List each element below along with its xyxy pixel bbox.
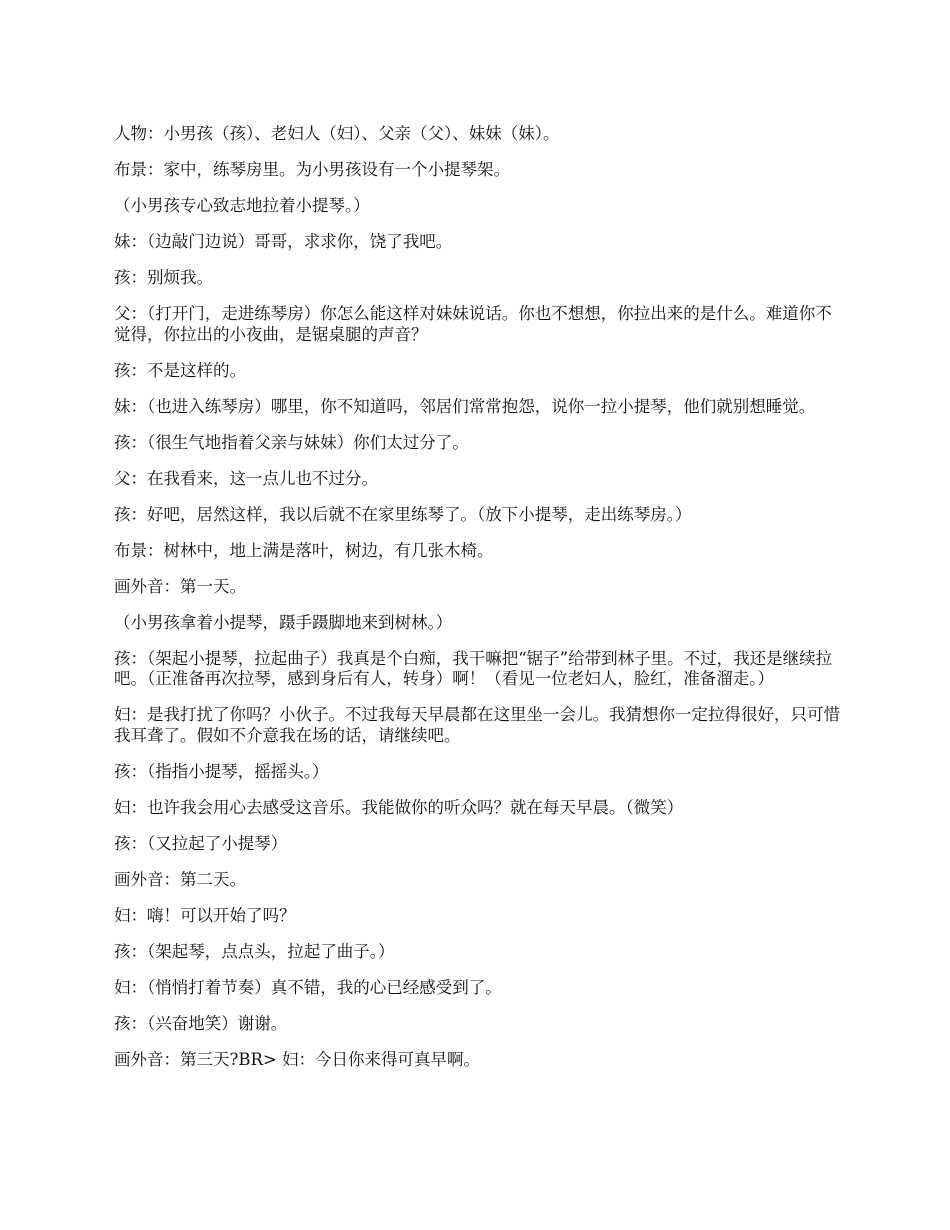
- paragraph-dialogue: 孩：（兴奋地笑）谢谢。: [114, 1013, 288, 1033]
- paragraph-dialogue: 妇：嗨！可以开始了吗？: [114, 905, 296, 925]
- paragraph-dialogue: 孩：（架起琴，点点头，拉起了曲子。）: [114, 941, 395, 961]
- document-page: [114, 124, 844, 1086]
- paragraph-dialogue: 妇：也许我会用心去感受这音乐。我能做你的听众吗？就在每天早晨。（微笑）: [114, 797, 684, 817]
- paragraph-dialogue: 孩：好吧，居然这样，我以后就不在家里练琴了。（放下小提琴，走出练琴房。）: [114, 504, 692, 524]
- paragraph-setting-home: 布景：家中，练琴房里。为小男孩设有一个小提琴架。: [114, 160, 510, 179]
- paragraph-dialogue: 父：在我看来，这一点儿也不过分。: [114, 468, 378, 488]
- paragraph-setting-woods: 布景：树林中，地上满是落叶，树边，有几张木椅。: [114, 540, 494, 560]
- paragraph-dialogue: 妇：是我打扰了你吗？小伙子。不过我每天早晨都在这里坐一会儿。我猜想你一定拉得很好，只可惜我耳聋了。假如不介意我在场的话，请继续吧。: [114, 705, 840, 745]
- paragraph-dialogue: 孩：不是这样的。: [114, 360, 246, 380]
- paragraph-dialogue: 孩：（指指小提琴，摇摇头。）: [114, 761, 329, 781]
- paragraph-dialogue: 妹：（也进入练琴房）哪里，你不知道吗，邻居们常常抱怨，说你一拉小提琴，他们就别想睡觉。: [114, 396, 816, 416]
- paragraph-voiceover: 画外音：第三天?BR> 妇：今日你来得可真早啊。: [114, 1049, 480, 1069]
- paragraph-dialogue: 孩：别烦我。: [114, 268, 213, 287]
- paragraph-dialogue: 妇：（悄悄打着节奏）真不错，我的心已经感受到了。: [114, 977, 502, 997]
- paragraph-dialogue: 妹：（边敲门边说）哥哥，求求你，饶了我吧。: [114, 232, 453, 251]
- paragraph-dialogue: 孩：（又拉起了小提琴）: [114, 833, 288, 853]
- paragraph-stage-direction: （小男孩专心致志地拉着小提琴。）: [114, 196, 370, 215]
- paragraph-cast: 人物：小男孩（孩）、老妇人（妇）、父亲（父）、妹妹（妹）。: [114, 124, 560, 143]
- paragraph-dialogue: 孩：（很生气地指着父亲与妹妹）你们太过分了。: [114, 432, 469, 452]
- paragraph-voiceover: 画外音：第一天。: [114, 576, 246, 596]
- paragraph-dialogue: 父：（打开门，走进练琴房）你怎么能这样对妹妹说话。你也不想想，你拉出来的是什么。难道你不觉得，你拉出的小夜曲，是锯桌腿的声音？: [114, 304, 832, 344]
- paragraph-dialogue: 孩：（架起小提琴，拉起曲子）我真是个白痴，我干嘛把“锯子”给带到林子里。不过，我还是继续拉吧。（正准备再次拉琴，感到身后有人，转身）啊！（看见一位老妇人，脸红，准备溜走。）: [114, 648, 833, 688]
- paragraph-voiceover: 画外音：第二天。: [114, 869, 246, 889]
- paragraph-stage-direction: （小男孩拿着小提琴，蹑手蹑脚地来到树林。）: [114, 612, 453, 632]
